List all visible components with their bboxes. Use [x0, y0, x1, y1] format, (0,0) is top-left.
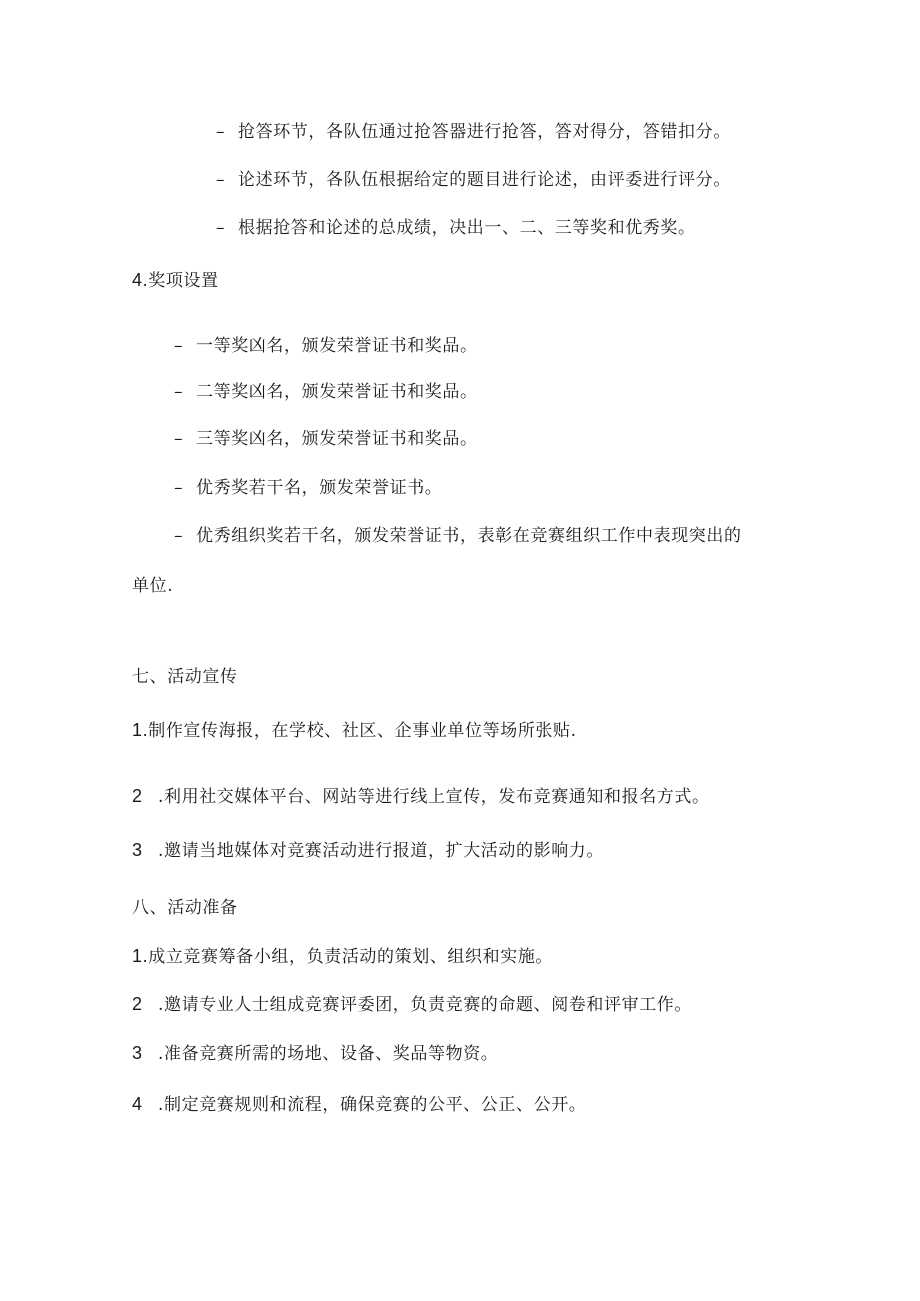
dash-marker: – [174, 336, 184, 356]
dash-marker: – [216, 218, 226, 238]
heading-text: 奖项设置 [148, 271, 219, 291]
list-item-text: 三等奖凶名，颁发荣誉证书和奖品。 [196, 429, 478, 449]
item-number: 3 [132, 840, 143, 860]
item-text: 制作宣传海报，在学校、社区、企事业单位等场所张贴. [148, 721, 577, 741]
numbered-item [132, 944, 553, 969]
list-item [174, 524, 742, 548]
item-number: 1. [132, 720, 149, 740]
section-title-publicity: 七、活动宣传 [132, 667, 238, 687]
list-item [216, 168, 731, 192]
numbered-item [132, 784, 710, 809]
list-item-text: 论述环节，各队伍根据给定的题目进行论述，由评委进行评分。 [238, 170, 731, 190]
list-item-text: 优秀奖若干名，颁发荣誉证书。 [196, 478, 443, 498]
item-number: 4 [132, 1094, 143, 1114]
numbered-item [132, 1092, 586, 1117]
dash-marker: – [216, 122, 226, 142]
list-item [216, 120, 731, 144]
numbered-item [132, 1041, 498, 1066]
item-text: .利用社交媒体平台、网站等进行线上宣传，发布竞赛通知和报名方式。 [158, 787, 710, 807]
list-item [216, 216, 696, 240]
item-number: 2 [132, 994, 143, 1014]
list-item [174, 334, 478, 358]
item-text: .制定竞赛规则和流程，确保竞赛的公平、公正、公开。 [158, 1095, 587, 1115]
numbered-item [132, 992, 692, 1017]
dash-marker: – [174, 526, 184, 546]
dash-marker: – [174, 429, 184, 449]
item-text: .邀请当地媒体对竞赛活动进行报道，扩大活动的影响力。 [158, 841, 605, 861]
item-number: 3 [132, 1043, 143, 1063]
numbered-item [132, 838, 604, 863]
item-number: 2 [132, 786, 143, 806]
section-heading-awards [132, 268, 219, 293]
list-item-continuation: 单位. [132, 576, 174, 596]
list-item-text: 根据抢答和论述的总成绩，决出一、二、三等奖和优秀奖。 [238, 218, 696, 238]
item-number: 1. [132, 946, 149, 966]
list-item-text: 二等奖凶名，颁发荣誉证书和奖品。 [196, 382, 478, 402]
item-text: 成立竞赛筹备小组，负责活动的策划、组织和实施。 [148, 947, 554, 967]
list-item [174, 476, 442, 500]
section-title-preparation: 八、活动准备 [132, 898, 238, 918]
item-text: .准备竞赛所需的场地、设备、奖品等物资。 [158, 1044, 499, 1064]
list-item-text: 一等奖凶名，颁发荣誉证书和奖品。 [196, 336, 478, 356]
dash-marker: – [216, 170, 226, 190]
list-item [174, 427, 478, 451]
heading-number: 4. [132, 270, 149, 290]
numbered-item [132, 718, 577, 743]
list-item-text: 优秀组织奖若干名，颁发荣誉证书，表彰在竞赛组织工作中表现突出的 [196, 526, 742, 546]
list-item-text: 抢答环节，各队伍通过抢答器进行抢答，答对得分，答错扣分。 [238, 122, 731, 142]
dash-marker: – [174, 382, 184, 402]
item-text: .邀请专业人士组成竞赛评委团，负责竞赛的命题、阅卷和评审工作。 [158, 995, 693, 1015]
dash-marker: – [174, 478, 184, 498]
list-item [174, 380, 478, 404]
